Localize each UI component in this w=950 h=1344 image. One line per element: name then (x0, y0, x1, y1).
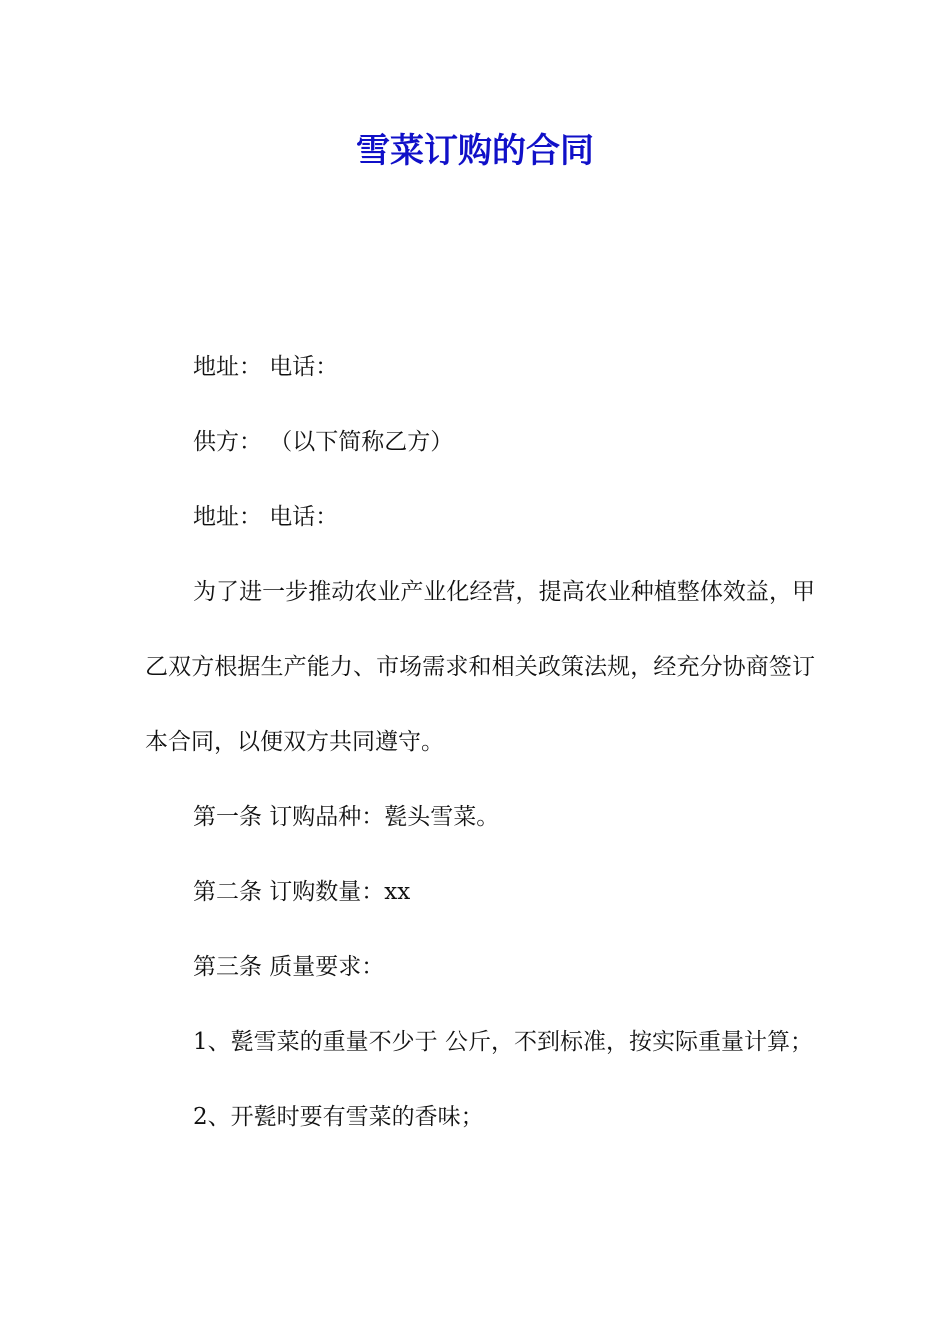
document-title: 雪菜订购的合同 (356, 131, 594, 171)
paragraph-item-2: 2、开甏时要有雪菜的香味； (193, 1104, 484, 1130)
paragraph-item-1: 1、甏雪菜的重量不少于 公斤，不到标准，按实际重量计算； (193, 1029, 813, 1055)
paragraph-supplier: 供方： （以下简称乙方） (193, 429, 454, 455)
paragraph-buyer-address: 地址： 电话： (193, 354, 339, 380)
document-body (145, 330, 815, 1155)
paragraph-supplier-address: 地址： 电话： (193, 504, 339, 530)
paragraph-article-1: 第一条 订购品种：甏头雪菜。 (193, 804, 500, 830)
paragraph-preamble: 为了进一步推动农业产业化经营，提高农业种植整体效益，甲乙双方根据生产能力、市场需求和相关政策法规，经充分协商签订本合同，以便双方共同遵守。 (145, 579, 815, 755)
paragraph-article-3: 第三条 质量要求： (193, 954, 385, 980)
paragraph-article-2: 第二条 订购数量：xx (193, 879, 411, 905)
